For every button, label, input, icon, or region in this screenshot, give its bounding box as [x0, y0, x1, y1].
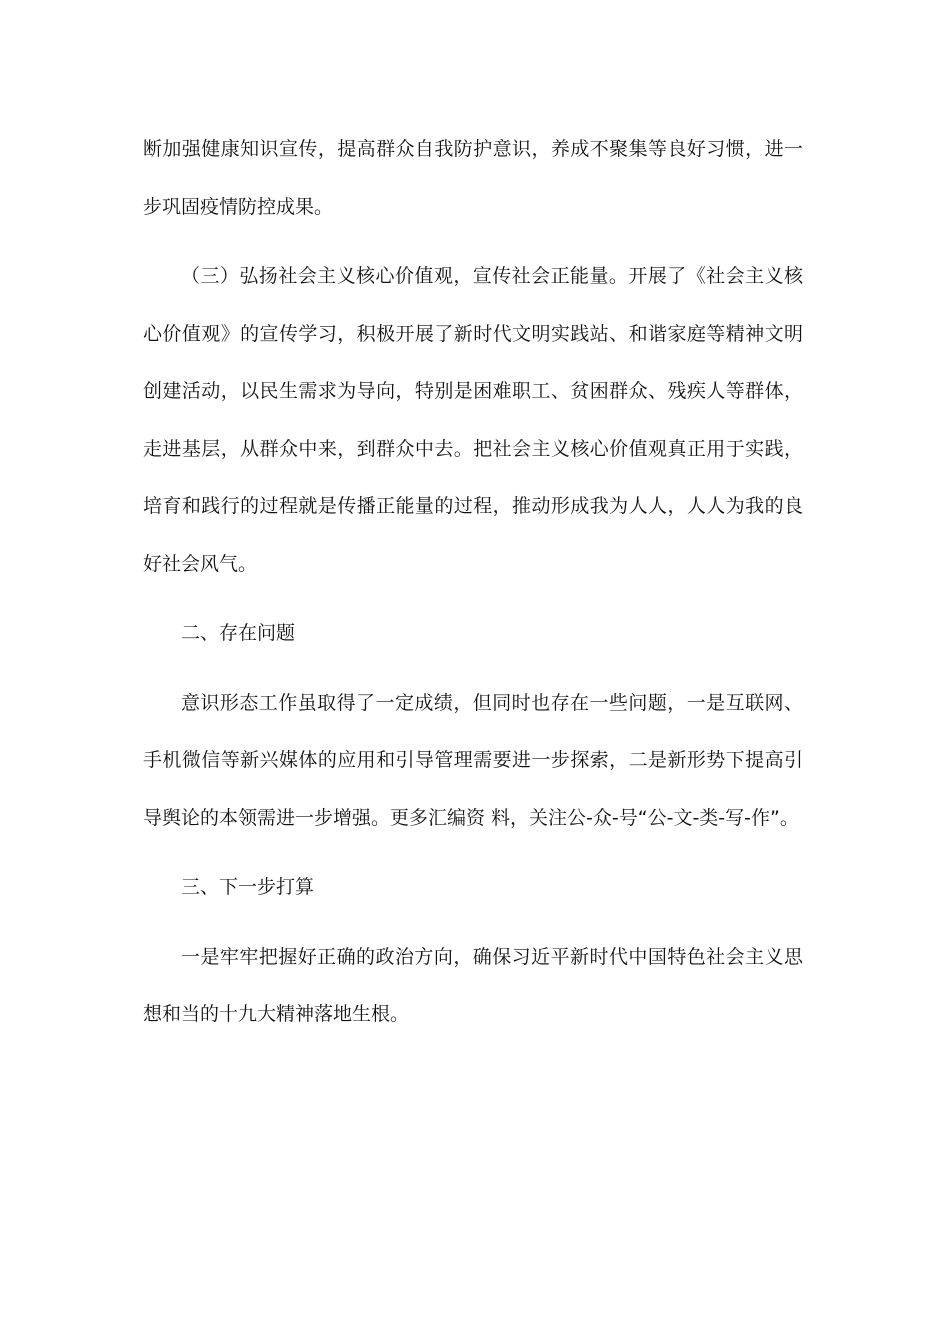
section-heading-next-steps: 三、下一步打算 — [181, 876, 315, 898]
document-body — [143, 121, 803, 1056]
paragraph-continued: 断加强健康知识宣传，提高群众自我防护意识，养成不聚集等良好习惯，进一步巩固疫情防控成果。 — [143, 138, 803, 218]
section-heading-problems: 二、存在问题 — [181, 622, 296, 644]
paragraph-next-steps: 一是牢牢把握好正确的政治方向，确保习近平新时代中国特色社会主义思想和当的十九大精神落地生根。 — [143, 945, 803, 1025]
paragraph-problems: 意识形态工作虽取得了一定成绩，但同时也存在一些问题，一是互联网、手机微信等新兴媒体的应用和引导管理需要进一步探索，二是新形势下提高引导舆论的本领需进一步增强。更多汇编资 料，关注公-众-号“公-文-类-写-作”。 — [143, 691, 803, 829]
paragraph-core-values: （三）弘扬社会主义核心价值观，宣传社会正能量。开展了《社会主义核心价值观》的宣传学习，积极开展了新时代文明实践站、和谐家庭等精神文明创建活动，以民生需求为导向，特别是困难职工、贫困群众、残疾人等群体，走进基层，从群众中来，到群众中去。把社会主义核心价值观真正用于实践，培育和践行的过程就是传播正能量的过程，推动形成我为人人，人人为我的良好社会风气。 — [143, 265, 803, 575]
